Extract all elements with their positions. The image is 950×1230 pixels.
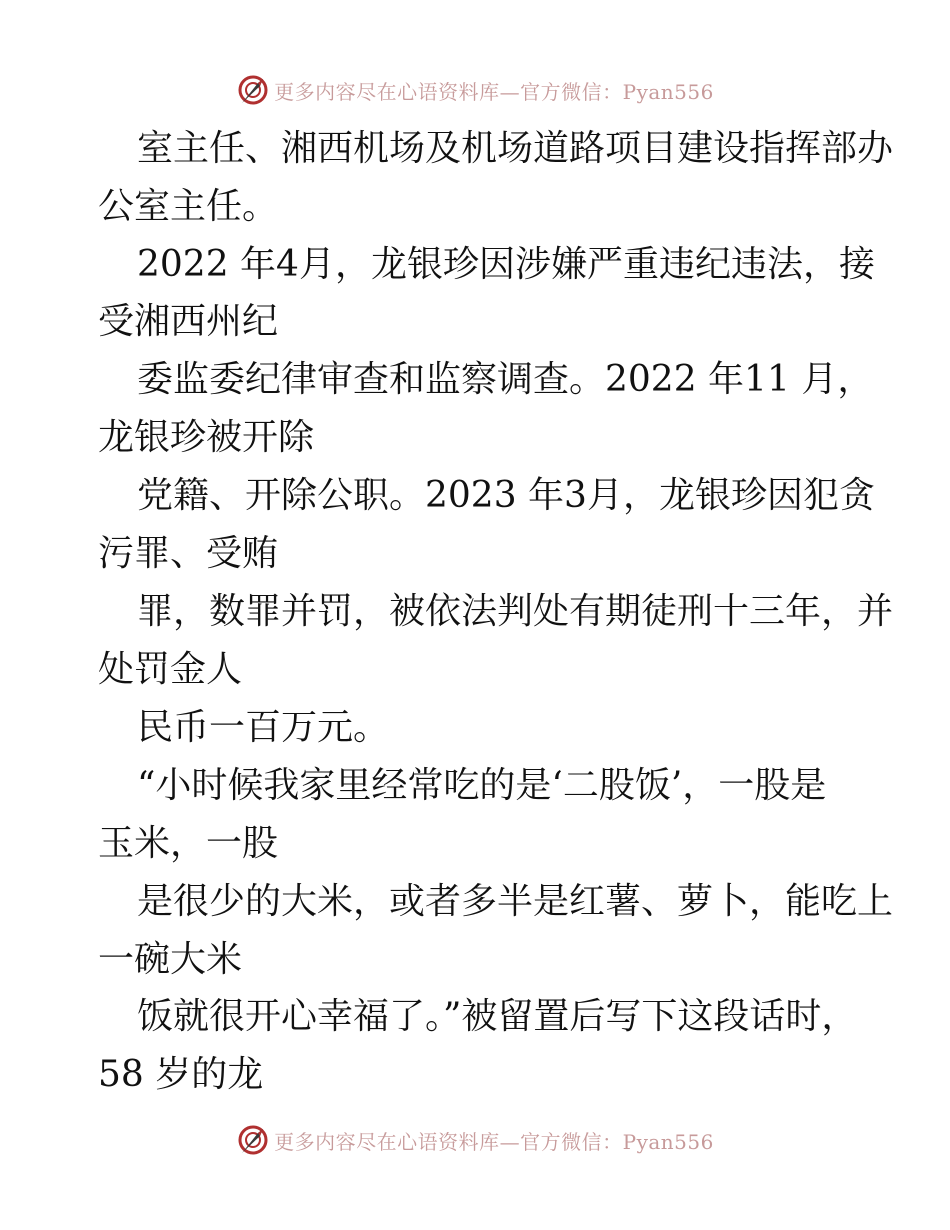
header-watermark (0, 70, 950, 110)
text-line: 饭就很开心幸福了。”被留置后写下这段话时， (137, 996, 858, 1037)
text-line: 党籍、开除公职。2023 年3月，龙银珍因犯贪 (137, 475, 875, 516)
pen-seal-icon (236, 1123, 270, 1157)
text-line: 室主任、湘西机场及机场道路项目建设指挥部办 (137, 128, 894, 169)
text-line: 委监委纪律审查和监察调查。2022 年11 月， (137, 359, 874, 400)
text-line: 龙银珍被开除 (98, 417, 315, 458)
text-line: 受湘西州纪 (98, 301, 279, 342)
text-line: 是很少的大米，或者多半是红薯、萝卜，能吃上 (137, 881, 894, 922)
text-line: 罪，数罪并罚，被依法判处有期徒刑十三年，并 (137, 591, 894, 632)
text-line: 处罚金人 (98, 649, 243, 690)
text-line: 58 岁的龙 (98, 1054, 264, 1095)
text-line: 一碗大米 (98, 939, 243, 980)
pen-seal-icon (236, 73, 270, 107)
text-line: 公室主任。 (98, 186, 279, 227)
footer-watermark-text: 更多内容尽在心语资料库—官方微信：Pyan556 (274, 1129, 714, 1154)
text-line: “小时候我家里经常吃的是‘二股饭’，一股是 (137, 765, 827, 806)
text-line: 污罪、受贿 (98, 533, 279, 574)
text-line: 2022 年4月，龙银珍因涉嫌严重违纪违法，接 (137, 244, 875, 285)
text-line: 玉米，一股 (98, 823, 279, 864)
header-watermark-text: 更多内容尽在心语资料库—官方微信：Pyan556 (274, 79, 714, 104)
footer-watermark (0, 1120, 950, 1160)
text-line: 民币一百万元。 (137, 707, 390, 748)
